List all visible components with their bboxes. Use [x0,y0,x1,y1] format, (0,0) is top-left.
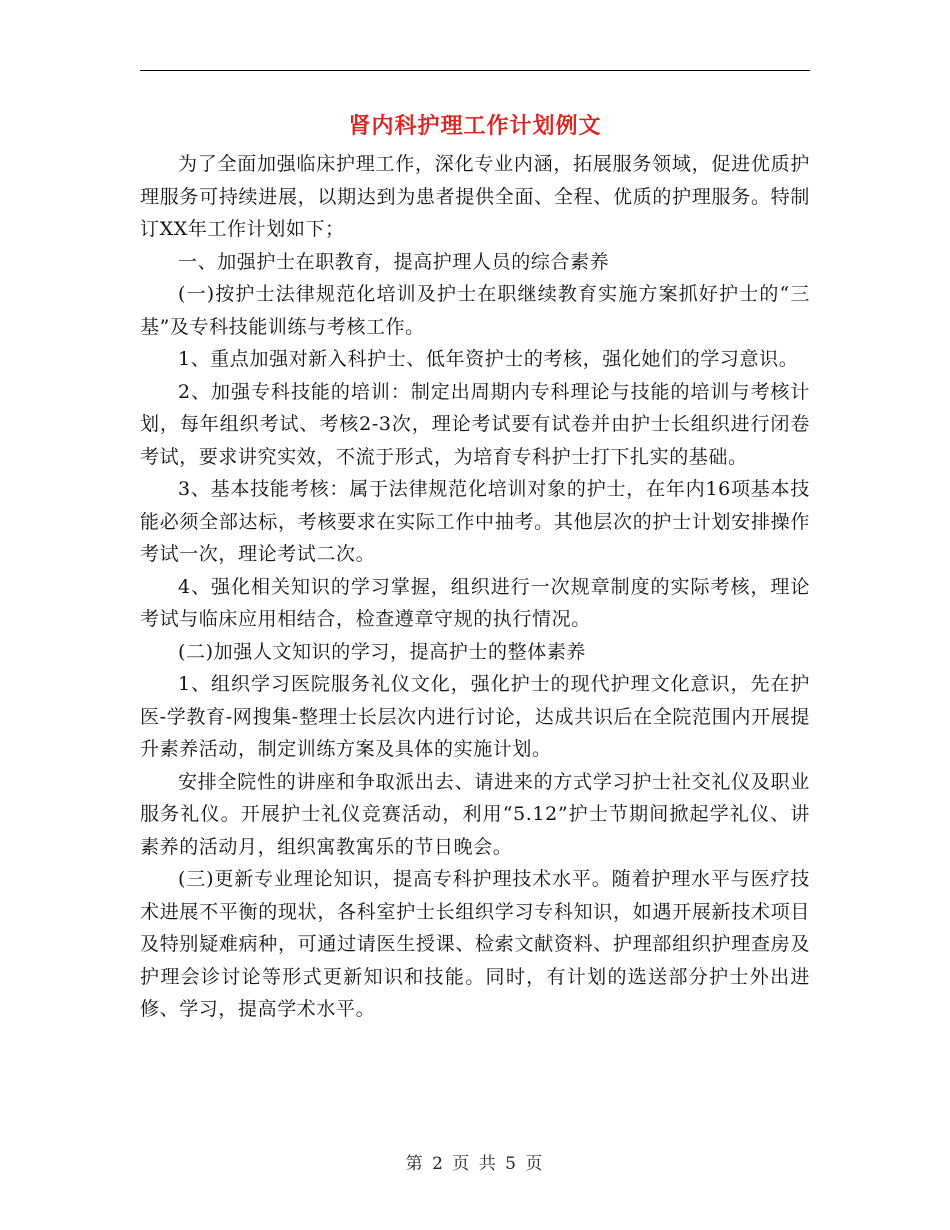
paragraph-item-5: 1、组织学习医院服务礼仪文化，强化护士的现代护理文化意识，先在护医-学教育-网搜集-整理士长层次内进行讨论，达成共识后在全院范围内开展提升素养活动，制定训练方案及具体的实施计划。 [140,673,810,760]
paragraph-intro: 为了全面加强临床护理工作，深化专业内涵，拓展服务领域，促进优质护理服务可持续进展，以期达到为患者提供全面、全程、优质的护理服务。特制订XX年工作计划如下； [140,153,810,240]
section-heading-1: 一、加强护士在职教育，提高护理人员的综合素养 [178,250,610,273]
paragraph-item-3: 3、基本技能考核：属于法律规范化培训对象的护士，在年内16项基本技能必须全部达标，考核要求在实际工作中抽考。其他层次的护士计划安排操作考试一次，理论考试二次。 [140,478,810,565]
paragraph-item-1: 1、重点加强对新入科护士、低年资护士的考核，强化她们的学习意识。 [178,348,799,370]
header-rule [140,70,810,71]
paragraph-item-2: 2、加强专科技能的培训：制定出周期内专科理论与技能的培训与考核计划，每年组织考试、考核2-3次，理论考试要有试卷并由护士长组织进行闭卷考试，要求讲究实效，不流于形式，为培育专科护士打下扎实的基础。 [140,380,810,468]
page-number-footer: 第 2 页 共 5 页 [405,1154,545,1174]
paragraph-item-4: 4、强化相关知识的学习掌握，组织进行一次规章制度的实际考核，理论考试与临床应用相结合，检查遵章守规的执行情况。 [140,575,810,630]
subsection-heading-2: (二)加强人文知识的学习，提高护士的整体素养 [178,640,587,663]
subsection-heading-1: (一)按护士法律规范化培训及护士在职继续教育实施方案抓好护士的“三基”及专科技能训练与考核工作。 [140,283,810,338]
document-body [140,148,810,1026]
document-title: 肾内科护理工作计划例文 [348,113,602,139]
subsection-heading-3: (三)更新专业理论知识，提高专科护理技术水平。随着护理水平与医疗技术进展不平衡的现状，各科室护士长组织学习专科知识，如遇开展新技术项目及特别疑难病种，可通过请医生授课、检索文献资料、护理部组织护理查房及护理会诊讨论等形式更新知识和技能。同时，有计划的选送部分护士外出进修、学习，提高学术水平。 [140,868,810,1020]
paragraph-item-6: 安排全院性的讲座和争取派出去、请进来的方式学习护士社交礼仪及职业服务礼仪。开展护士礼仪竞赛活动，利用“5.12”护士节期间掀起学礼仪、讲素养的活动月，组织寓教寓乐的节日晚会。 [140,770,810,858]
